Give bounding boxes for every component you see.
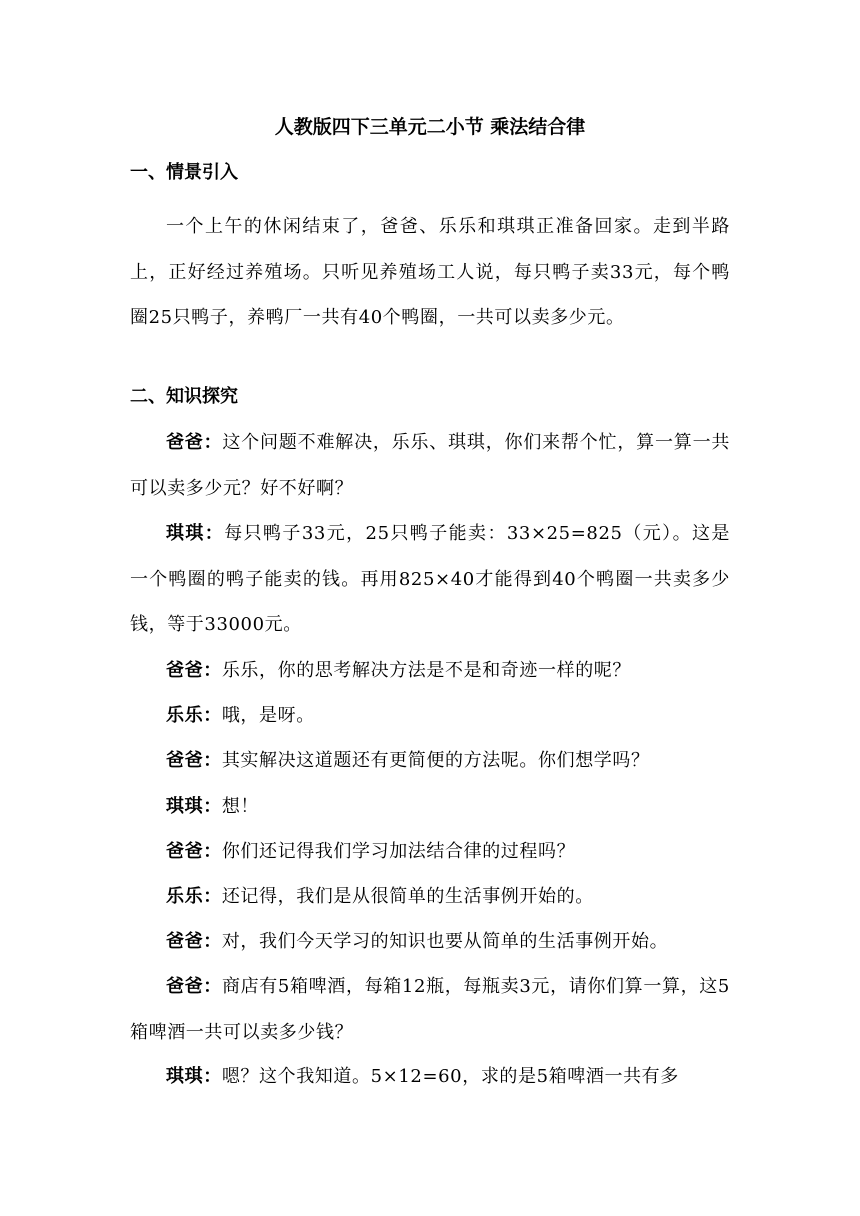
dialogue-text: 乐乐，你的思考解决方法是不是和奇迹一样的呢？ [221, 660, 632, 681]
dialogue-line [130, 693, 730, 739]
speaker-name: 爸爸： [166, 660, 222, 681]
dialogue-text: 商店有5箱啤酒，每箱12瓶，每瓶卖3元，请你们算一算，这5箱啤酒一共可以卖多少钱？ [130, 976, 730, 1043]
section-heading-intro: 一、情景引入 [130, 162, 238, 183]
dialogue-text: 哦，是呀。 [221, 705, 315, 726]
speaker-name: 琪琪： [166, 796, 222, 817]
dialogue-line [130, 511, 730, 648]
dialogue-line [130, 964, 730, 1055]
speaker-name: 爸爸： [166, 750, 222, 771]
dialogue-text: 还记得，我们是从很简单的生活事例开始的。 [221, 886, 594, 907]
speaker-name: 爸爸： [166, 841, 222, 862]
speaker-name: 爸爸： [166, 976, 222, 997]
section-heading-explore: 二、知识探究 [130, 386, 238, 407]
speaker-name: 乐乐： [166, 886, 222, 907]
dialogue-text: 想！ [221, 796, 260, 817]
paragraph-intro-story [130, 204, 730, 341]
dialogue-text: 这个问题不难解决，乐乐、琪琪，你们来帮个忙，算一算一共可以卖多少元？好不好啊？ [130, 432, 730, 499]
speaker-name: 琪琪： [166, 1066, 222, 1087]
dialogue-text: 嗯？这个我知道。5×12=60，求的是5箱啤酒一共有多 [221, 1066, 679, 1087]
speaker-name: 乐乐： [166, 705, 222, 726]
dialogue-text: 你们还记得我们学习加法结合律的过程吗？ [221, 841, 576, 862]
paragraph-text: 一个上午的休闲结束了，爸爸、乐乐和琪琪正准备回家。走到半路上，正好经过养殖场。只听见养殖场工人说，每只鸭子卖33元，每个鸭圈25只鸭子，养鸭厂一共有40个鸭圈，一共可以卖多少元。 [130, 216, 730, 328]
dialogue-line [130, 784, 730, 830]
dialogue-text: 其实解决这道题还有更简便的方法呢。你们想学吗？ [221, 750, 650, 771]
dialogue-line [130, 829, 730, 875]
dialogue-text: 对，我们今天学习的知识也要从简单的生活事例开始。 [221, 931, 669, 952]
dialogue-line [130, 738, 730, 784]
speaker-name: 爸爸： [166, 931, 222, 952]
dialogue-line [130, 919, 730, 965]
dialogue-line [130, 874, 730, 920]
dialogue-text: 每只鸭子33元，25只鸭子能卖：33×25=825（元）。这是一个鸭圈的鸭子能卖的钱。再用825×40才能得到40个鸭圈一共卖多少钱，等于33000元。 [130, 523, 730, 635]
dialogue-line [130, 1054, 730, 1100]
dialogue-line [130, 420, 730, 511]
document-title: 人教版四下三单元二小节 乘法结合律 [274, 116, 586, 138]
speaker-name: 琪琪： [166, 523, 225, 544]
speaker-name: 爸爸： [166, 432, 223, 453]
dialogue-line [130, 648, 730, 694]
